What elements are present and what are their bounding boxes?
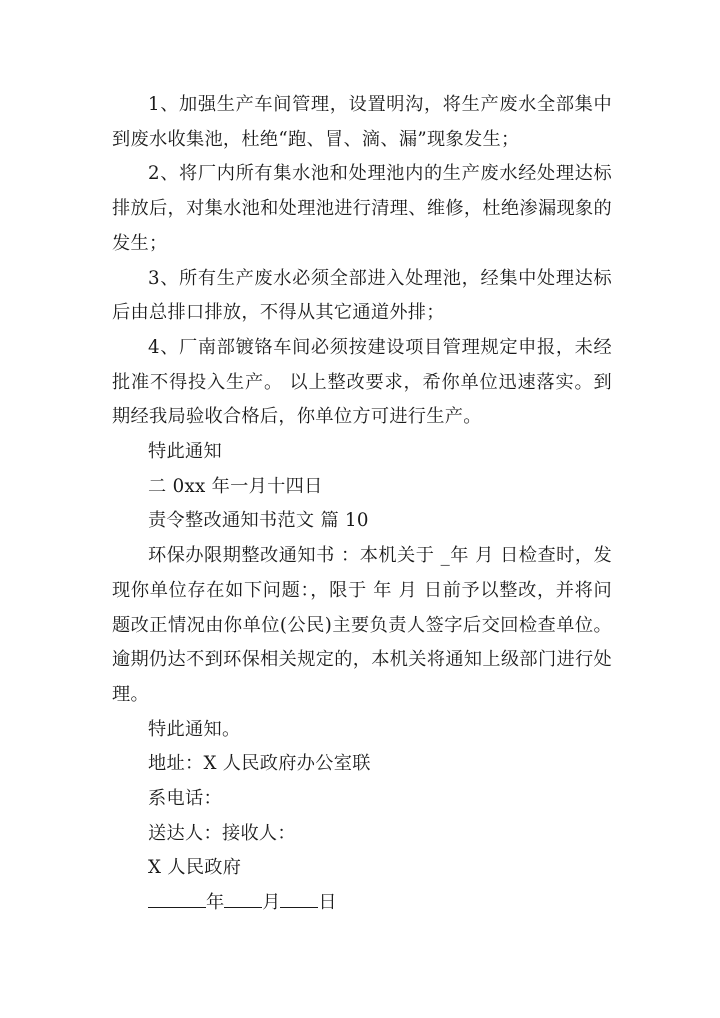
notice-body: 环保办限期整改通知书 ：本机关于 _年 月 日检查时，发现你单位存在如下问题：，限于 年 月 日前予以整改，并将问题改正情况由你单位(公民)主要负责人签字后交回检查单位。逾期仍达不到环保相关规定的，本机关将通知上级部门进行处理。 [112, 545, 612, 705]
notice-close: 特此通知 [148, 441, 222, 463]
day-blank [280, 887, 318, 908]
section-title: 责令整改通知书范文 篇 10 [148, 510, 369, 532]
address-line: 地址：X 人民政府办公室联 [148, 753, 371, 775]
year-blank [148, 887, 206, 908]
paragraph-item-1: 1、加强生产车间管理，设置明沟，将生产废水全部集中到废水收集池，杜绝“跑、冒、滴、漏”现象发生； [112, 94, 612, 150]
document-body [112, 88, 612, 921]
delivery-line: 送达人：接收人： [148, 822, 296, 844]
date-fill-line [112, 886, 612, 921]
notice-close-2: 特此通知。 [148, 718, 241, 740]
month-blank [224, 887, 262, 908]
year-label: 年 [206, 892, 225, 914]
issuer: X 人民政府 [148, 857, 242, 879]
phone-line: 系电话： [148, 788, 222, 810]
paragraph-item-2: 2、将厂内所有集水池和处理池内的生产废水经处理达标排放后，对集水池和处理池进行清理、维修，杜绝渗漏现象的发生； [112, 163, 612, 254]
paragraph-item-4: 4、厂南部镀铬车间必须按建设项目管理规定申报，未经批准不得投入生产。 以上整改要求，希你单位迅速落实。到期经我局验收合格后，你单位方可进行生产。 [112, 336, 612, 428]
month-label: 月 [262, 892, 281, 914]
day-label: 日 [318, 892, 337, 914]
date-line: 二 0xx 年一月十四日 [148, 475, 323, 497]
paragraph-item-3: 3、所有生产废水必须全部进入处理池，经集中处理达标后由总排口排放，不得从其它通道外排； [112, 267, 612, 324]
